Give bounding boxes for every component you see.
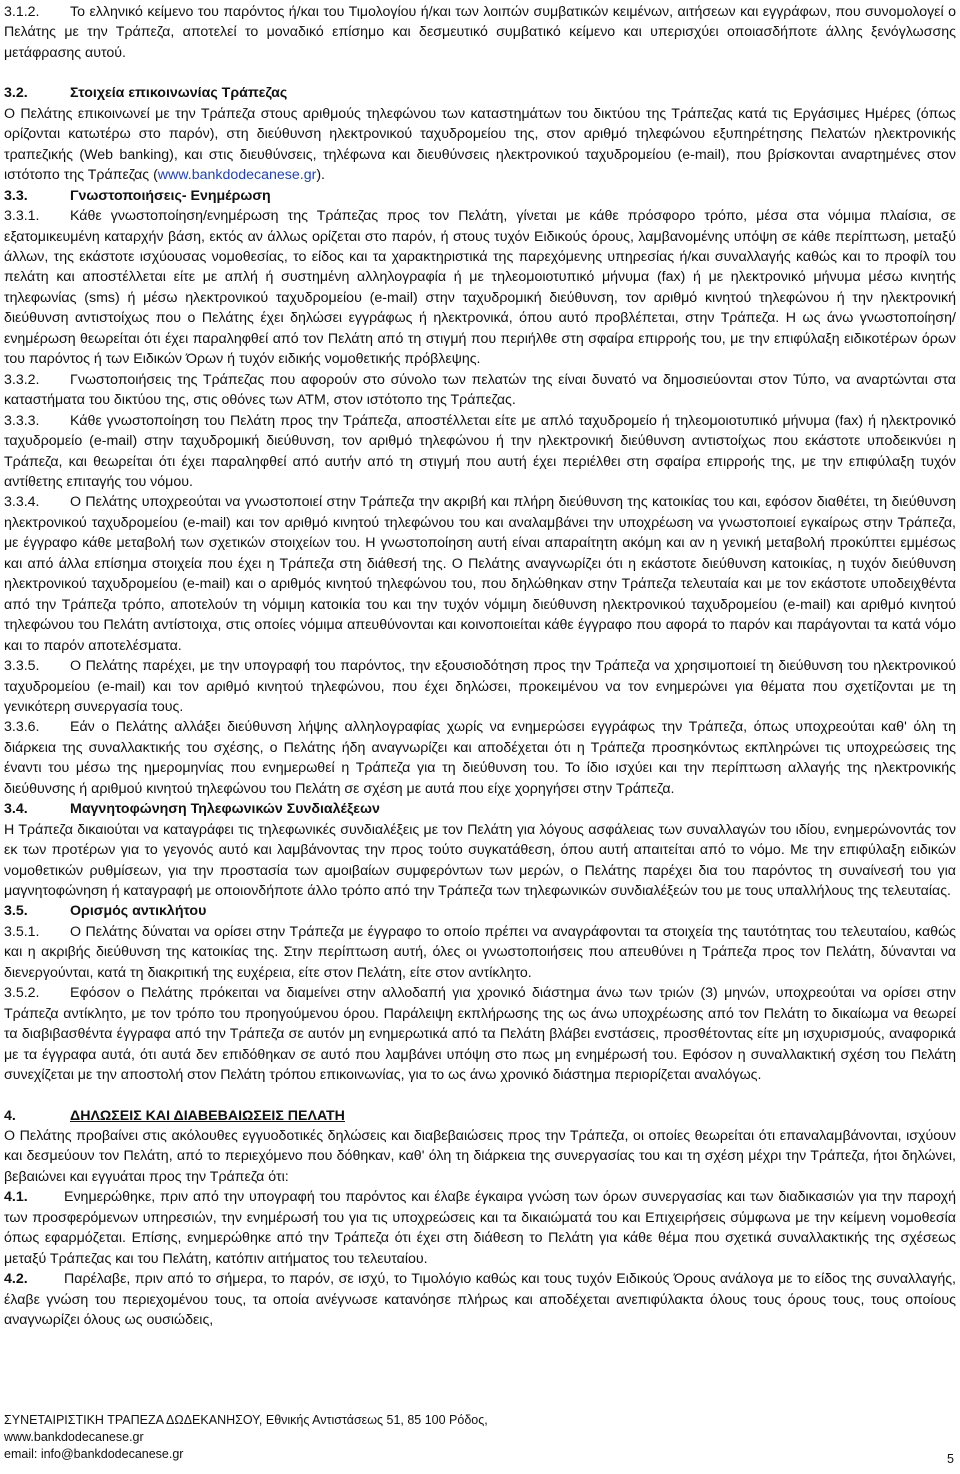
clause-text: Κάθε γνωστοποίηση του Πελάτη προς την Τράπεζα, αποστέλλεται είτε με απλό ταχυδρομείο ή τηλεομοιοτυπικό μήνυμα (fax) ή ηλεκτρονικό ταχυδρομείο (e-mail) στην ταχυδρομική διεύθυνση, τον αριθμό τηλεφώνου ή την ηλεκτρονική διεύθυνση αντιστοίχως που εκάστοτε υποδεικνύει η Τράπεζα, και θεωρείται ότι έχει παραληφθεί από αυτήν από τη στιγμή που αυτή έχει περιέλθει στη σφαίρα επιρροής της, με την επιφύλαξη τυχόν αντίθετης επιταγής του νόμου. bbox=[4, 412, 956, 490]
clause-3-5-heading bbox=[4, 901, 956, 921]
section-heading: Ορισμός αντικλήτου bbox=[70, 903, 207, 920]
clause-3-2-heading bbox=[4, 83, 956, 103]
clause-number: 3.3.4. bbox=[4, 494, 40, 511]
clause-number: 3.5. bbox=[4, 903, 28, 920]
page-number: 5 bbox=[947, 1452, 954, 1466]
footer-bank-address: ΣΥΝΕΤΑΙΡΙΣΤΙΚΗ ΤΡΑΠΕΖΑ ΔΩΔΕΚΑΝΗΣΟΥ, Εθνικής Αντιστάσεως 51, 85 100 Ρόδος, bbox=[4, 1413, 488, 1427]
clause-number: 3.3.1. bbox=[4, 208, 40, 225]
clause-number: 3.3.6. bbox=[4, 719, 40, 736]
document-page bbox=[4, 0, 956, 1331]
section-4-intro bbox=[4, 1126, 956, 1187]
clause-number: 3.5.2. bbox=[4, 985, 40, 1002]
clause-3-5-2 bbox=[4, 983, 956, 1085]
clause-3-3-3 bbox=[4, 411, 956, 493]
clause-3-2 bbox=[4, 104, 956, 186]
clause-text: Η Τράπεζα δικαιούται να καταγράφει τις τηλεφωνικές συνδιαλέξεις με τον Πελάτη για λόγους ασφάλειας των συναλλαγών του ιδίου, ενημερώνοντάς τον εκ των προτέρων για το γεγονός αυτό και λαμβάνοντας την προς τούτο συγκατάθεση, όπου αυτή απαιτείται από το νόμο. Με την επιφύλαξη ειδικών νομοθετικών ρυθμίσεων, για την προστασία των αμοιβαίων συμφερόντων των μερών, ο Πελάτης παρέχει δια του παρόντος τη συναίνεσή του για μαγνητοφώνηση ή καταγραφή με οποιονδήποτε άλλο τρόπο από την Τράπεζα των τηλεφωνικών συνδιαλέξεών του με τους υπαλλήλους της τελευταίας. bbox=[4, 821, 956, 900]
footer-email-link[interactable]: email: info@bankdodecanese.gr bbox=[4, 1447, 184, 1461]
clause-3-3-4 bbox=[4, 492, 956, 656]
clause-3-3-1 bbox=[4, 206, 956, 370]
clause-3-4 bbox=[4, 820, 956, 902]
spacer bbox=[4, 1086, 956, 1106]
clause-3-3-6 bbox=[4, 717, 956, 799]
clause-number: 4.1. bbox=[4, 1189, 28, 1206]
clause-3-5-1 bbox=[4, 922, 956, 983]
section-heading: Μαγνητοφώνηση Τηλεφωνικών Συνδιαλέξεων bbox=[70, 801, 380, 818]
section-heading: ΔΗΛΩΣΕΙΣ ΚΑΙ ΔΙΑΒΕΒΑΙΩΣΕΙΣ ΠΕΛΑΤΗ bbox=[70, 1107, 345, 1124]
section-4-heading bbox=[4, 1106, 956, 1126]
clause-text: Το ελληνικό κείμενο του παρόντος ή/και του Τιμολογίου ή/και των λοιπών συμβατικών κειμένων, αιτήσεων και εγγράφων, που συνομολογεί ο Πελάτης με την Τράπεζα, αποτελεί το μοναδικό επίσημο και δεσμευτικό συμβατικό κείμενο και υπερισχύει οποιασδήποτε άλλης ξενόγλωσσης μετάφρασης αυτού. bbox=[4, 4, 956, 61]
clause-text: Ο Πελάτης παρέχει, με την υπογραφή του παρόντος, την εξουσιοδότηση προς την Τράπεζα να χρησιμοποιεί τη διεύθυνση του ηλεκτρονικού ταχυδρομείου (e-mail) και τον αριθμό κινητού τηλεφώνου, που έχει δηλώσει, προκειμένου να τον ενημερώνει για θέματα που σχετίζονται με τη γενικότερη συνεργασία τους. bbox=[4, 658, 956, 715]
clause-number: 3.4. bbox=[4, 801, 28, 818]
clause-number: 3.2. bbox=[4, 85, 28, 102]
clause-number: 3.3.2. bbox=[4, 371, 40, 388]
clause-text: Παρέλαβε, πριν από το σήμερα, το παρόν, σε ισχύ, το Τιμολόγιο καθώς και τους τυχόν Ειδικούς Όρους ανάλογα με το είδος της συναλλαγής, έλαβε γνώση του περιεχομένου τους, τα οποία ανέγνωσε κατανόησε πλήρως και αποδέχεται ανεπιφύλακτα όλους τους όρους τους, τους οποίους αναγνωρίζει όλους ως ουσιώδεις, bbox=[4, 1271, 956, 1329]
clause-3-4-heading bbox=[4, 799, 956, 819]
clause-3-3-5 bbox=[4, 656, 956, 717]
clause-text: Ο Πελάτης δύναται να ορίσει στην Τράπεζα με έγγραφο το οποίο πρέπει να αναγράφονται τα στοιχεία της ταυτότητας του τελευταίου, καθώς και η ακριβής διεύθυνση της κατοικίας της. Στην περίπτωση αυτή, όλες οι γνωστοποιήσεις που απευθύνει η Τράπεζα προς τον Πελάτη, δύνανται να διενεργούνται, κατά τη διακριτική της ευχέρεια, είτε στον Πελάτη, είτε στον αντίκλητο. bbox=[4, 923, 956, 981]
clause-text: Ο Πελάτης υποχρεούται να γνωστοποιεί στην Τράπεζα την ακριβή και πλήρη διεύθυνση της κατοικίας του και, εφόσον διαθέτει, τη διεύθυνση ηλεκτρονικού ταχυδρομείου (e-mail) και τον αριθμό κινητού τηλεφώνου του και αναλαμβάνει την υποχρέωση να γνωστοποιεί εγκαίρως στην Τράπεζα, με έγγραφο κάθε μεταβολή των σχετικών στοιχείων του. Η γνωστοποίηση αυτή είναι απαραίτητη ακόμη και αν η γενική μεταβολή προκύπτει εμμέσως και από άλλα επίσημα στοιχεία που έχει η Τράπεζα στη διάθεσή της. Ο Πελάτης αναγνωρίζει ότι η εκάστοτε διεύθυνση κατοικίας, η τυχόν διεύθυνση ηλεκτρονικού ταχυδρομείου (e-mail) και ο αριθμός κινητού τηλεφώνου του, που δηλώθηκαν στην Τράπεζα τελευταία και με τον εκάστοτε υποδειχθέντα από την Τράπεζα τρόπο, αποτελούν τη νόμιμη κατοικία του και την τυχόν νόμιμη διεύθυνση ηλεκτρονικού ταχυδρομείου (e-mail) και αριθμό κινητού τηλεφώνου του Πελάτη αντίστοιχα, στις οποίες νόμιμα απευθύνονται και κοινοποιείται κάθε έγγραφο που αφορά το παρόν και παράγονται τα κατά νόμο και το παρόν αποτελέσματα. bbox=[4, 494, 956, 654]
clause-number: 3.5.1. bbox=[4, 923, 40, 940]
section-heading: Στοιχεία επικοινωνίας Τράπεζας bbox=[70, 85, 288, 102]
document-body bbox=[4, 0, 956, 1331]
clause-number: 4.2. bbox=[4, 1271, 28, 1288]
clause-text: Ο Πελάτης προβαίνει στις ακόλουθες εγγυοδοτικές δηλώσεις και διαβεβαιώσεις προς την Τράπεζα, οι οποίες θεωρείται ότι επαναλαμβάνονται, ισχύουν και δεσμεύουν τον Πελάτη, από το περιεχόμενο που δόθηκαν, καθ' όλη τη διάρκεια της συνεργασίας του και τη σχέση μέχρι την Τράπεζα, ήτοι δηλώνει, βεβαιώνει και εγγυάται προς την Τράπεζα ότι: bbox=[4, 1128, 956, 1185]
clause-number: 3.3. bbox=[4, 187, 28, 204]
clause-3-3-heading bbox=[4, 186, 956, 206]
clause-4-1 bbox=[4, 1187, 956, 1269]
clause-text: Γνωστοποιήσεις της Τράπεζας που αφορούν στο σύνολο των πελατών της είναι δυνατό να δημοσιεύονται στον Τύπο, να αναρτώνται στα καταστήματα του δικτύου της, στις οθόνες των ATM, στον ιστότοπο της Τράπεζας. bbox=[4, 371, 956, 409]
clause-4-2 bbox=[4, 1269, 956, 1330]
clause-number: 3.1.2. bbox=[4, 4, 40, 20]
clause-text: Ενημερώθηκε, πριν από την υπογραφή του παρόντος και έλαβε έγκαιρα γνώση των όρων συνεργασίας και των διαδικασιών για την παροχή των προσφερόμενων υπηρεσιών, την ενημέρωσή του για τις υποχρεώσεις και τα δικαιώματά του και Επιχειρήσεις σύμφωνα με την κείμενη νομοθεσία όπως εφαρμόζεται. Επίσης, ενημερώθηκε από την Τράπεζα ότι έχει στη διάθεση το Πελάτη για κάθε θέμα που σχετικά συναλλακτικής της σχέσεως μεταξύ Τράπεζας και του Πελάτη, κατόπιν αιτήματος του τελευταίου. bbox=[4, 1189, 956, 1267]
clause-text: Κάθε γνωστοποίηση/ενημέρωση της Τράπεζας προς τον Πελάτη, γίνεται με κάθε πρόσφορο τρόπο, μέσα στα νόμιμα πλαίσια, σε εξατομικευμένη καταρχήν βάση, εκτός αν άλλως ορίζεται στο παρόν, ή στους τυχόν Ειδικούς όρους, λαμβανομένης υπόψη σε κάθε περίπτωση, μεταξύ άλλων, της εκάστοτε ισχύουσας νομοθεσίας, το είδος και τα χαρακτηριστικά της παρεχόμενης υπηρεσίας ή/και συναλλαγής καθώς και το προφίλ του πελάτη και αποστέλλεται είτε με απλή ή συστημένη αλληλογραφία ή με τηλεομοιοτυπικό μήνυμα (fax) ή με ηλεκτρονικό μήνυμα μέσω κινητής τηλεφωνίας (sms) ή μέσω ηλεκτρονικού ταχυδρομείου (e-mail) στην ταχυδρομική διεύθυνση, τον αριθμό κινητού τηλεφώνου ή την ηλεκτρονική διεύθυνση αντιστοίχως που ο Πελάτης έχει δηλώσει εγγράφως ή ηλεκτρονικά, όπου αυτό προβλέπεται, στην Τράπεζα. Η ως άνω γνωστοποίηση/ενημέρωση θεωρείται ότι έχει παραληφθεί από τον Πελάτη από τη στιγμή που περιήλθε στη σφαίρα επιρροής του, με την επιφύλαξη ειδικοτέρων όρων του παρόντος ή των Ειδικών Όρων ή τυχόν ειδικής νομοθετικής πρόβλεψης. bbox=[4, 208, 956, 368]
page-footer bbox=[4, 1412, 488, 1463]
clause-number: 3.3.3. bbox=[4, 412, 40, 429]
clause-text: Εφόσον ο Πελάτης πρόκειται να διαμείνει στην αλλοδαπή για χρονικό διάστημα άνω των τριών (3) μηνών, υποχρεούται να ορίσει στην Τράπεζα αντίκλητο, με τον τρόπο του προηγούμενου όρου. Παράλειψη εκπλήρωσης της ως άνω υποχρέωσης από τον Πελάτη το δικαίωμα να θεωρεί τα διαβιβασθέντα έγγραφα από την Τράπεζα σε αυτόν μη ενημερωτικά από τα Πελάτη βλάβει ενστάσεις, προσθέτοντας είτε μη ισχυρισμούς, αναφορικά με τα έγγραφα αυτά, ότι αυτά δεν επιδόθηκαν σε αυτό που λαμβάνει υπόψη στο πως μη ενημέρωσή του. Εφόσον η συναλλακτική σχέση του Πελάτη συνεχίζεται με την αποστολή στον Πελάτη τρόπου επικοινωνίας, για το ως άνω χρονικό διάστημα περιορίζεται αναλόγως. bbox=[4, 985, 956, 1084]
clause-3-1-2 bbox=[4, 2, 956, 63]
footer-website-link[interactable]: www.bankdodecanese.gr bbox=[4, 1430, 144, 1444]
clause-text: Ο Πελάτης επικοινωνεί με την Τράπεζα στους αριθμούς τηλεφώνου των καταστημάτων του δικτύου της Τράπεζας κατά τις Εργάσιμες Ημέρες (όπως ορίζονται κατωτέρω στο παρόν), στη διεύθυνση ηλεκτρονικού ταχυδρομείου της, στον αριθμό τηλεφώνου εξυπηρέτησης Πελατών ηλεκτρονικής τραπεζικής (Web banking), και στις διευθύνσεις, τηλέφωνα και διευθύνσεις ηλεκτρονικού ταχυδρομείου (e-mail), που βρίσκονται αναρτημένες στον ιστότοπο της Τράπεζας ( bbox=[4, 105, 956, 184]
clause-3-3-2 bbox=[4, 370, 956, 411]
clause-number: 3.3.5. bbox=[4, 658, 40, 675]
clause-text-end: ). bbox=[316, 167, 325, 184]
section-number: 4. bbox=[4, 1107, 16, 1124]
bank-website-link[interactable]: www.bankdodecanese.gr bbox=[157, 167, 317, 184]
spacer bbox=[4, 63, 956, 83]
section-heading: Γνωστοποιήσεις- Ενημέρωση bbox=[70, 187, 271, 204]
clause-text: Εάν ο Πελάτης αλλάξει διεύθυνση λήψης αλληλογραφίας χωρίς να ενημερώσει εγγράφως την Τράπεζα, όπως υποχρεούται καθ' όλη τη διάρκεια της συναλλακτικής του σχέσης, ο Πελάτης ήδη αναγνωρίζει και αποδέχεται ότι η Τράπεζα προσηκόντως εκπληρώνει τις υποχρεώσεις της έναντι του μέσω της ημερομηνίας που ενημερωθεί η Τράπεζα για τη διεύθυνση του. Το ίδιο ισχύει και την περίπτωση αλλαγής της ηλεκτρονικής διεύθυνσης ή αριθμού κινητού τηλεφώνου του Πελάτη σε σχέση με αυτά που είχε χορηγήσει στην Τράπεζα. bbox=[4, 719, 956, 797]
